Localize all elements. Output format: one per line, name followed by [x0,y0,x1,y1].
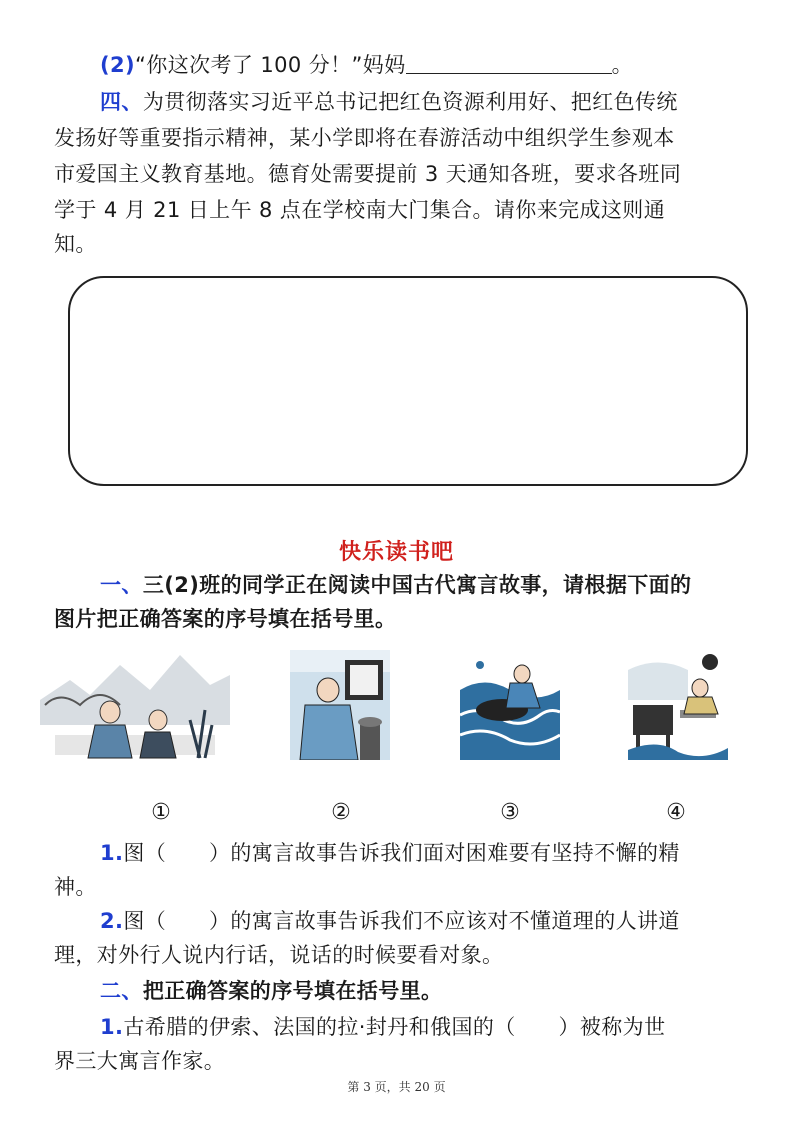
picture-number-4: ④ [666,800,686,825]
item-3-label: 1. [100,1015,124,1039]
reading-q1-line-1 [100,570,691,600]
reading-q2-text: 把正确答案的序号填在括号里。 [142,979,443,1003]
item-1-line-1 [100,838,680,868]
fable-picture-3 [460,650,560,760]
item-3-line-1 [100,1012,665,1042]
answer-box[interactable] [68,276,748,486]
section-4-line-5: 知。 [54,232,97,256]
fable-picture-4 [628,650,728,760]
section-4-line-4: 学于 4 月 21 日上午 8 点在学校南大门集合。请你来完成这则通 [54,198,666,222]
reading-q2-line [100,976,442,1006]
item-1-label: 1. [100,841,124,865]
section-4-line-1 [100,87,678,117]
question-2-label: (2) [100,53,136,77]
question-2-text: “你这次考了 100 分！”妈妈 [135,53,406,77]
reading-q1-label: 一、 [100,573,143,597]
section-4-text-1: 为贯彻落实习近平总书记把红色资源利用好、把红色传统 [142,90,678,114]
picture-number-1: ① [151,800,171,825]
item-2-label: 2. [100,909,124,933]
item-3-text-1: 古希腊的伊索、法国的拉·封丹和俄国的（ ）被称为世 [123,1015,666,1039]
picture-number-3: ③ [500,800,520,825]
fable-picture-2 [290,650,390,760]
reading-q1-text-1: 三(2)班的同学正在阅读中国古代寓言故事，请根据下面的 [142,573,692,597]
item-1-text-1: 图（ ）的寓言故事告诉我们面对困难要有坚持不懈的精 [123,841,680,865]
page-footer: 第 3 页，共 20 页 [347,1080,446,1094]
section-4-line-2: 发扬好等重要指示精神，某小学即将在春游活动中组织学生参观本 [54,126,675,150]
picture-number-2: ② [331,800,351,825]
item-2-text-1: 图（ ）的寓言故事告诉我们不应该对不懂道理的人讲道 [123,909,680,933]
item-3-line-2: 界三大寓言作家。 [54,1049,226,1073]
fable-picture-1 [40,650,230,760]
reading-q1-line-2: 图片把正确答案的序号填在括号里。 [54,607,397,631]
item-2-line-2: 理，对外行人说内行话，说话的时候要看对象。 [54,943,504,967]
section-4-label: 四、 [100,90,143,114]
answer-blank[interactable] [406,51,612,74]
reading-q2-label: 二、 [100,979,143,1003]
section-4-line-3: 市爱国主义教育基地。德育处需要提前 3 天通知各班，要求各班同 [54,162,682,186]
item-2-line-1 [100,906,680,936]
item-1-line-2: 神。 [54,875,97,899]
question-2-end: 。 [611,53,634,77]
reading-title: 快乐读书吧 [338,539,454,565]
question-2-line [100,50,633,80]
